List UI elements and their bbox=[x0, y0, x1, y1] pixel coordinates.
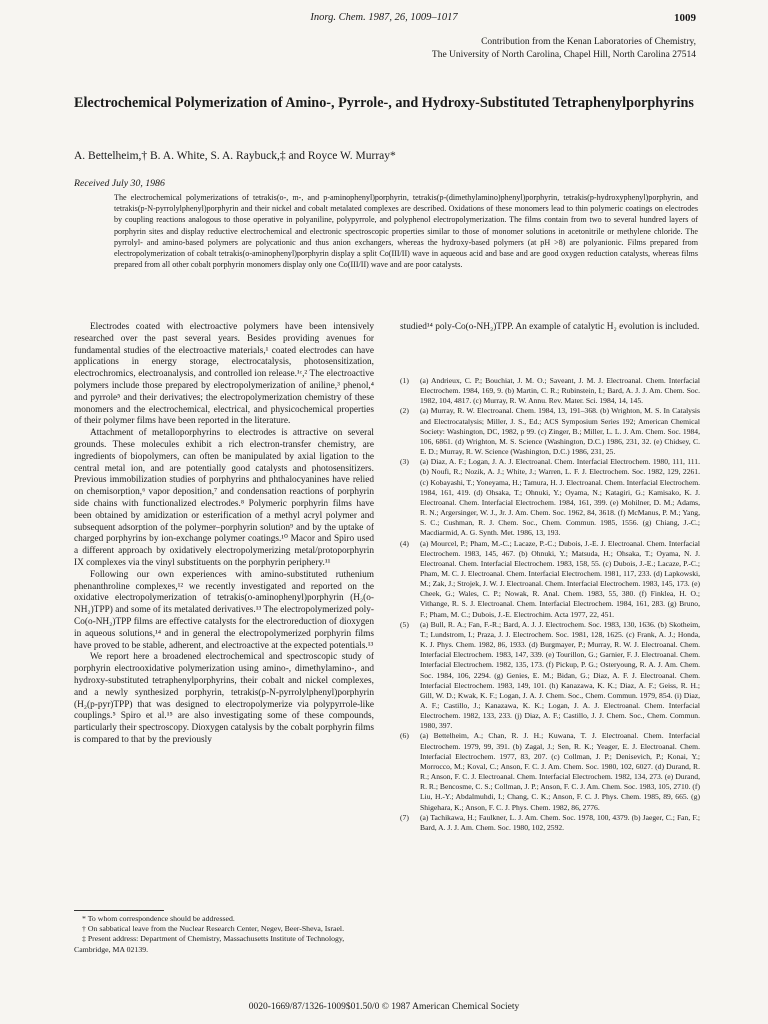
footnote-sabbatical: † On sabbatical leave from the Nuclear Research Center, Negev, Beer-Sheva, Israel. bbox=[82, 924, 345, 934]
reference-item bbox=[400, 731, 700, 812]
reference-text: (a) Murray, R. W. Electroanal. Chem. 1984, 13, 191–368. (b) Wrighton, M. S. In Catalysis and Electrocatalysis; Miller, J. S., Ed.; ACS Symposium Series 192; American Chemical Society: Washington, DC, 1982, p 99. (c) Zinger, B.; Miller, L. L. J. Am. Chem. Soc. 1984, 106, 6861. (d) Wrighton, M. S. Science (Washington, D.C.) 1986, 231, 32. (e) Chidsey, C. E. D.; Murray, R. W. Science (Washington, D.C.) 1986, 231, 25. bbox=[420, 406, 700, 457]
reference-text: (a) Bull, R. A.; Fan, F.-R.; Bard, A. J. J. Electrochem. Soc. 1983, 130, 1636. (b) Skotheim, T.; Lundstrom, I.; Praza, J. J. Electrochem. Soc. 1981, 128, 1625. (c) Frank, A. J.; Honda, K. J. Phys. Chem. 1982, 86, 1933. (d) Burgmayer, P.; Murray, R. W. J. Electroanal. Chem. Interfacial Electrochem. 1983, 147, 339. (e) Tourillon, G.; Garnier, F. J. Electroanal. Chem. Interfacial Electrochem. 1982, 135, 173. (f) Pickup, P. G.; Osteryoung, R. A. J. Am. Chem. Soc. 1984, 106, 2294. (g) Genies, E. M.; Bidan, G.; Diaz, A. F. J. Electroanal. Chem. Interfacial Electrochem. 1983, 149, 101. (h) Kanazawa, K. K.; Diaz, A. F.; Geiss, R. H.; Gill, W. D.; Kwak, K. F.; Logan, J. A. J. Chem. Soc., Chem. Commun. 1979, 854. (i) Diaz, A. F.; Castillo, J.; Kanazawa, K. K.; Logan, J. A. J. Electroanal. Chem. Interfacial Electrochem. 1982, 133, 233. (j) Diaz, A. F.; Castillo, J. J. Chem. Soc., Chem. Commun. 1980, 397. bbox=[420, 619, 700, 731]
received-date: Received July 30, 1986 bbox=[74, 178, 165, 189]
reference-list bbox=[400, 376, 700, 833]
body-paragraph: Attachment of metalloporphyrins to electrodes is attractive on several grounds. These molecules exhibit a rich electron-transfer chemistry, are ingredients of biopolymers, can often be manipulated by axial ligation to the central metal ion, and are potentially good catalysts and photosensitizers. Previous immobilization studies of porphyrins and phthalocyanines have relied on chemisorption,⁶ vapor deposition,⁷ and condensation reactions of porphyrin side chains with functionalized electrodes.⁸ Polymeric porphyrin films have been obtained by amidization or esterification of a methyl acryl polymer and subsequent adsorption of the polymer–porphyrin solution⁹ and by the uptake of charged porphyrins by ion-exchange polymer coatings.¹⁰ Macor and Spiro used a different approach by oxidatively electropolymerizing metal/protoporphyrin IX complexes via the vinyl substituents on the porphyrin periphery.¹¹ bbox=[74, 428, 374, 568]
body-column-left bbox=[74, 322, 374, 747]
copyright-footer: 0020-1669/87/1326-1009$01.50/0 © 1987 American Chemical Society bbox=[248, 1002, 520, 1012]
reference-text: (a) Diaz, A. F.; Logan, J. A. J. Electroanal. Chem. Interfacial Electrochem. 1980, 111, 111. (b) Noufi, R.; Nozik, A. J.; White, J.; Warren, L. F. J. Electrochem. Soc. 1982, 129, 2261. (c) Kobayashi, T.; Yoneyama, H.; Tamura, H. J. Electroanal. Chem. Interfacial Electrochem. 1984, 161, 419. (d) Ohsaka, T.; Ohnuki, Y.; Oyama, N.; Katagiri, G.; Kamisako, K. J. Electroanal. Chem. Interfacial Electrochem. 1984, 161, 399. (e) Mohilner, D. M.; Adams, R. N.; Argersinger, W. J., Jr. J. Am. Chem. Soc. 1962, 84, 3618. (f) McManus, P. M.; Yang, S. C.; Cushman, R. J. Chem. Soc., Chem. Commun. 1985, 1556. (g) Chiang, J.-C.; Macdiarmid, A. G. Synth. Met. 1986, 13, 193. bbox=[420, 457, 700, 538]
footnote-present-address: ‡ Present address: Department of Chemistry, Massachusetts Institute of Technology, Cambridge, MA 02139. bbox=[74, 934, 345, 954]
reference-text: (a) Mourcel, P.; Pham, M.-C.; Lacaze, P.-C.; Dubois, J.-E. J. Electroanal. Chem. Interfacial Electrochem. 1983, 145, 467. (b) Ohnuki, Y.; Matsuda, H.; Ohsaka, T.; Oyama, N. J. Electroanal. Chem. Interfacial Electrochem. 1983, 158, 55. (c) Dubois, J.-E.; Lacaze, P.-C.; Pham, M. C. J. Electroanal. Chem. Interfacial Electrochem. 1981, 117, 233. (d) Lapkowski, M.; Zak, J.; Strojek, J. W. J. Electroanal. Chem. Interfacial Electrochem. 1983, 145, 173. (e) Cheek, G.; Wales, C. P.; Nowak, R. Anal. Chem. 1983, 55, 380. (f) Finklea, H. O.; Vithange, R. S. J. Electroanal. Chem. Interfacial Electrochem. 1984, 161, 283. (g) Bruno, F.; Pham, M. C.; Dubois, J.-E. Electrochim. Acta 1977, 22, 451. bbox=[420, 538, 700, 619]
reference-number: (2) bbox=[400, 406, 409, 416]
footnote-correspondence: * To whom correspondence should be addressed. bbox=[82, 914, 235, 923]
reference-text: (a) Andrieux, C. P.; Bouchiat, J. M. O.; Saveant, J. M. J. Electroanal. Chem. Interfacial Electrochem. 1984, 169, 9. (b) Martin, C. R.; Rubinstein, I.; Bard, A. J. J. Am. Chem. Soc. 1982, 104, 4817. (c) Murray, R. W. Annu. Rev. Mater. Sci. 1984, 14, 145. bbox=[420, 376, 700, 406]
body-paragraph: studied¹⁴ poly-Co(o-NH₂)TPP. An example of catalytic H₂ evolution is included. bbox=[400, 322, 700, 332]
journal-header: Inorg. Chem. 1987, 26, 1009–1017 bbox=[310, 12, 458, 23]
reference-item bbox=[400, 620, 700, 732]
reference-number: (7) bbox=[400, 812, 409, 822]
institution-line: The University of North Carolina, Chapel Hill, North Carolina 27514 bbox=[431, 49, 696, 60]
body-column-right bbox=[400, 322, 700, 334]
reference-item bbox=[400, 457, 700, 538]
footnotes bbox=[74, 914, 374, 955]
reference-number: (3) bbox=[400, 457, 409, 467]
reference-number: (5) bbox=[400, 619, 409, 629]
reference-item bbox=[400, 539, 700, 620]
abstract: The electrochemical polymerizations of tetrakis(o-, m-, and p-aminophenyl)porphyrin, tetrakis(p-(dimethylamino)phenyl)porphyrin, tetrakis(p-hydroxyphenyl)porphyrin, and tetrakis(p-N-pyrrolylphenyl)porphyrin and their nickel and cobalt metalated complexes are described. Oxidations of these monomers lead to thin polymeric coatings on electrodes by coupling reactions analogous to those operative in polyaniline, polypyrrole, and polyphenol electropolymerization. The films contain from two to several hundred layers of porphyrin sites and display reductive electrochemical and electronic spectroscopic properties similar to those of monomer solutions in acetonitrile or methylene chloride. The pyrrolyl- and amino-based polymers are polycationic and thus anion exchangers, whereas the hydroxy-based polymers (at pH >8) are polyanionic. Films prepared from electropolymerization of cobalt tetrakis(o-aminophenyl)porphyrin display a split Co(III/II) wave in aqueous acid and base and are good oxygen reduction catalysts, whereas films prepared from all other cobalt porphyrin monomers display only one Co(III/II) wave and are poor catalysts. bbox=[114, 193, 698, 270]
page-number: 1009 bbox=[674, 12, 696, 24]
footnote-divider bbox=[74, 910, 164, 911]
article-title: Electrochemical Polymerization of Amino-, Pyrrole-, and Hydroxy-Substituted Tetraphenylporphyrins bbox=[74, 95, 694, 111]
reference-text: (a) Tachikawa, H.; Faulkner, L. J. Am. Chem. Soc. 1978, 100, 4379. (b) Jaeger, C.; Fan, F.; Bard, A. J. J. Am. Chem. Soc. 1980, 102, 2592. bbox=[420, 812, 700, 832]
body-paragraph: Following our own experiences with amino-substituted ruthenium phenanthroline complexes,¹² we recently investigated and reported on the oxidative electropolymerization of tetrakis(o-aminophenyl)porphyrin (H₂(o-NH₂)TPP) and some of its metalated derivatives.¹³ The electropolymerized poly-Co(o-NH₂)TPP films are effective catalysts for the electroreduction of dioxygen in aqueous solutions,¹⁴ and in general the electropolymerized porphyrin films have proved to be stable, adherent, and electroactive at the expected potentials.¹³ bbox=[74, 569, 374, 651]
body-paragraph: We report here a broadened electrochemical and spectroscopic study of porphyrin electrooxidative polymerization using amino-, dimethylamino-, and hydroxy-substituted tetraphenylporphyrins, their cobalt and nickel complexes, and a newly synthesized porphyrin, tetrakis(p-N-pyrrolylphenyl)porphyrin (H₂(p-pyr)TPP) that was designed to electropolymerize via polypyrrole-like couplings.⁵ Spiro et al.¹⁵ are also investigating some of these compounds, particularly their spectroscopy. Dioxygen catalysis by the cobalt porphyrin films is compared to that by the previously bbox=[74, 652, 374, 745]
body-paragraph: Electrodes coated with electroactive polymers have been intensively researched over the past several years. Besides providing avenues for fundamental studies of the electroactive materials,¹ coated electrodes can have applications in energy storage, electrocatalysis, photosensitization, electrochromics, electroanalysis, and controlled ion release.¹ᶜ,² The electroactive polymers include those prepared by electropolymerization of aniline,³ phenol,⁴ and pyrrole⁵ and their derivatives; the electropolymerization chemistry of these monomers and the electrochemical, electrical, and physicochemical properties of their polymer films have been reported in the literature. bbox=[74, 322, 374, 427]
reference-number: (6) bbox=[400, 731, 409, 741]
contribution-block bbox=[432, 36, 696, 61]
reference-item bbox=[400, 406, 700, 457]
reference-number: (4) bbox=[400, 538, 409, 548]
contribution-line: Contribution from the Kenan Laboratories of Chemistry, bbox=[481, 37, 696, 47]
reference-number: (1) bbox=[400, 376, 409, 385]
author-list: A. Bettelheim,† B. A. White, S. A. Raybuck,‡ and Royce W. Murray* bbox=[74, 150, 396, 162]
reference-item bbox=[400, 376, 700, 406]
reference-item bbox=[400, 813, 700, 833]
reference-text: (a) Bettelheim, A.; Chan, R. J. H.; Kuwana, T. J. Electroanal. Chem. Interfacial Electrochem. 1979, 99, 391. (b) Zagal, J.; Sen, R. K.; Yeager, E. J. Electroanal. Chem. Interfacial Electrochem. 1977, 83, 207. (c) Collman, J. P.; Denisevich, P.; Konai, Y.; Morrocco, M.; Koval, C.; Anson, F. C. J. Am. Chem. Soc. 1980, 102, 6027. (d) Durand, R. R.; Anson, F. C. J. Electroanal. Chem. Interfacial Electrochem. 1982, 134, 273. (e) Durand, R. R.; Bencosme, C. S.; Collman, J. P.; Anson, F. C. J. Am. Chem. Soc. 1983, 105, 2710. (f) Liu, H.-Y.; Abdalmuhdi, I.; Chang, C. K.; Anson, F. C. J. Phys. Chem. 1985, 89, 665. (g) Shigehara, K.; Anson, F. C. J. Phys. Chem. 1982, 86, 2776. bbox=[420, 731, 700, 812]
